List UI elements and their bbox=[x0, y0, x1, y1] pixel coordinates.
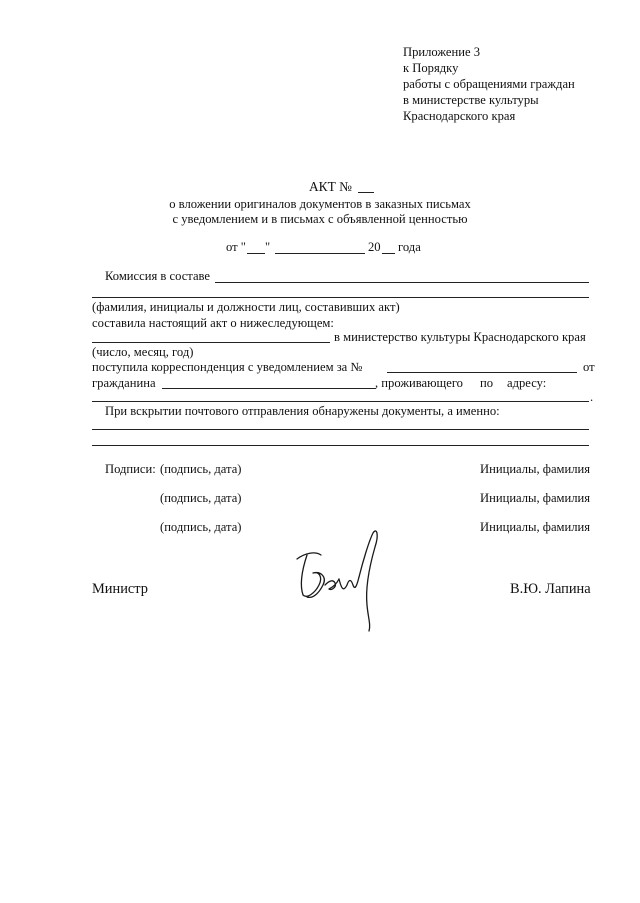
ministry-text: в министерство культуры Краснодарского края bbox=[334, 330, 586, 344]
header-line: Приложение 3 bbox=[403, 45, 481, 59]
citizen-text: гражданина bbox=[92, 376, 156, 390]
from-text: от bbox=[583, 360, 595, 374]
handwritten-signature bbox=[285, 525, 395, 635]
address-blank bbox=[92, 401, 589, 402]
commission-blank bbox=[215, 282, 589, 283]
minister-title: Министр bbox=[92, 581, 148, 597]
signatures-label: Подписи: bbox=[105, 462, 156, 476]
commission-label: Комиссия в составе bbox=[105, 269, 210, 283]
header-line: в министерстве культуры bbox=[403, 93, 539, 107]
received-text: поступила корреспонденция с уведомлением за № bbox=[92, 360, 363, 374]
correspondence-number-blank bbox=[387, 372, 577, 373]
address-text: адресу: bbox=[507, 376, 547, 390]
signature-name: Инициалы, фамилия bbox=[480, 491, 591, 505]
residing-text: , проживающего bbox=[375, 376, 463, 390]
act-title-text: АКТ № bbox=[309, 179, 352, 194]
date-day-blank bbox=[247, 253, 265, 254]
act-subtitle-1: о вложении оригиналов документов в заказных письмах bbox=[169, 197, 471, 211]
documents-blank-2 bbox=[92, 445, 589, 446]
act-date-year: 20 bbox=[368, 240, 381, 254]
date-month-blank bbox=[275, 253, 365, 254]
signature-name: Инициалы, фамилия bbox=[480, 462, 591, 476]
date-hint: (число, месяц, год) bbox=[92, 345, 194, 359]
header-line: к Порядку bbox=[403, 61, 459, 75]
header-line: работы с обращениями граждан bbox=[403, 77, 575, 91]
commission-hint: (фамилия, инициалы и должности лиц, составивших акт) bbox=[92, 300, 400, 314]
minister-name: В.Ю. Лапина bbox=[510, 581, 591, 597]
address-period: . bbox=[590, 390, 594, 404]
signature-sign: (подпись, дата) bbox=[160, 462, 242, 476]
act-subtitle-2: с уведомлением и в письмах с объявленной ценностью bbox=[172, 212, 468, 226]
act-date-quote: " bbox=[265, 240, 271, 254]
composed-text: составила настоящий акт о нижеследующем: bbox=[92, 316, 334, 330]
commission-blank-2 bbox=[92, 297, 589, 298]
citizen-name-blank bbox=[162, 388, 376, 389]
signature-name: Инициалы, фамилия bbox=[480, 520, 591, 534]
signature-sign: (подпись, дата) bbox=[160, 491, 242, 505]
act-date-ot: от " bbox=[226, 240, 246, 254]
date-received-blank bbox=[92, 342, 330, 343]
po-text: по bbox=[480, 376, 494, 390]
act-number-blank bbox=[358, 192, 374, 193]
act-date-goda: года bbox=[398, 240, 421, 254]
date-year-blank bbox=[382, 253, 395, 254]
appendix-header bbox=[403, 44, 575, 124]
documents-blank-1 bbox=[92, 429, 589, 430]
header-line: Краснодарского края bbox=[403, 109, 516, 123]
signature-sign: (подпись, дата) bbox=[160, 520, 242, 534]
opening-text: При вскрытии почтового отправления обнаружены документы, а именно: bbox=[105, 404, 500, 418]
act-title bbox=[309, 178, 352, 195]
